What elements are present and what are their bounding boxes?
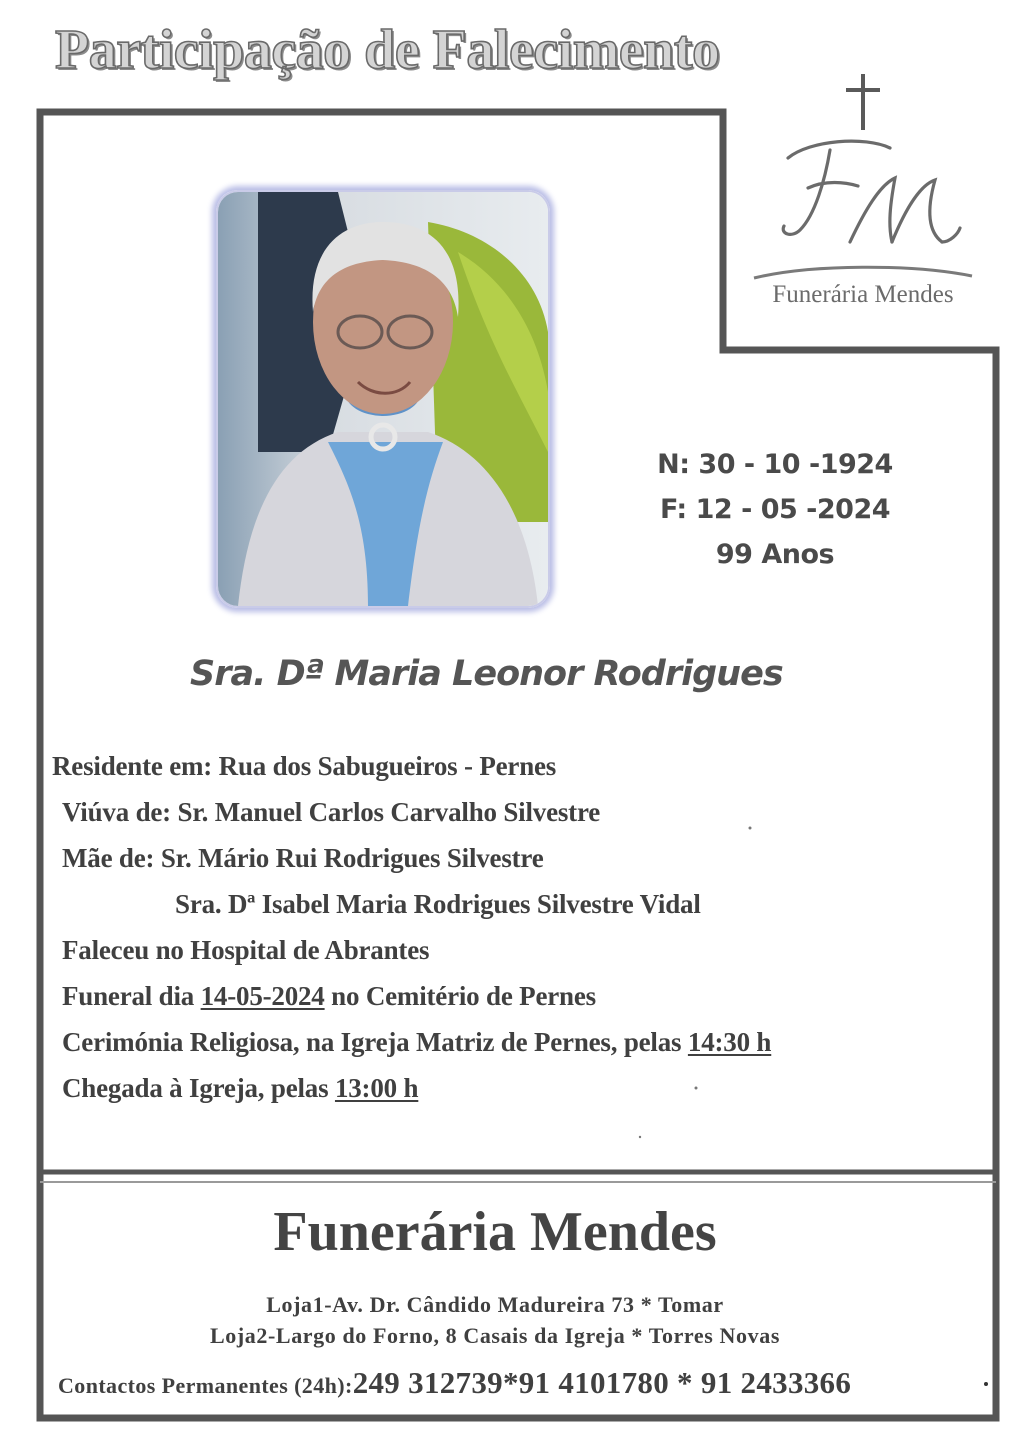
funeral-date: 14-05-2024 [200, 981, 325, 1011]
birth-date: N: 30 - 10 -1924 [657, 449, 893, 480]
logo-swoosh [752, 262, 974, 282]
contacts-numbers: 249 312739*91 4101780 * 91 2433366 [352, 1365, 852, 1400]
page-title: Participação de Falecimento [55, 19, 720, 81]
arrival-line [52, 1065, 771, 1111]
details-block [52, 743, 771, 1111]
mother-line-second: Sra. Dª Isabel Maria Rodrigues Silvestre Vidal [175, 889, 701, 919]
funeral-prefix: Funeral dia [62, 981, 201, 1011]
footer-company-name: Funerária Mendes [273, 1201, 717, 1263]
contacts-line [58, 1365, 851, 1401]
death-place-line: Faleceu no Hospital de Abrantes [62, 935, 430, 965]
funeral-line [52, 973, 771, 1019]
deceased-portrait [216, 190, 550, 608]
logo-company-name: Funerária Mendes [772, 281, 954, 308]
ceremony-line [52, 1019, 771, 1065]
arrival-time: 13:00 h [334, 1073, 419, 1103]
age: 99 Anos [715, 539, 835, 570]
store1-address: Loja1-Av. Dr. Cândido Madureira 73 * Tomar [266, 1292, 724, 1317]
dates-block [640, 442, 910, 577]
arrival-prefix: Chegada à Igreja, pelas [62, 1073, 335, 1103]
contacts-label: Contactos Permanentes (24h): [58, 1373, 353, 1398]
ceremony-time: 14:30 h [687, 1027, 772, 1057]
residence-line: Residente em: Rua dos Sabugueiros - Pernes [52, 751, 557, 781]
widow-line: Viúva de: Sr. Manuel Carlos Carvalho Silvestre [62, 797, 601, 827]
death-date: F: 12 - 05 -2024 [659, 494, 891, 525]
funeraria-logo-monogram [770, 130, 970, 260]
store2-address: Loja2-Largo do Forno, 8 Casais da Igreja * Torres Novas [210, 1323, 780, 1348]
deceased-name: Sra. Dª Maria Leonor Rodrigues [190, 654, 783, 694]
ceremony-prefix: Cerimónia Religiosa, na Igreja Matriz de Pernes, pelas [62, 1027, 688, 1057]
funeral-suffix: no Cemitério de Pernes [324, 981, 596, 1011]
mother-line: Mãe de: Sr. Mário Rui Rodrigues Silvestre [62, 843, 544, 873]
cross-icon [846, 74, 880, 130]
